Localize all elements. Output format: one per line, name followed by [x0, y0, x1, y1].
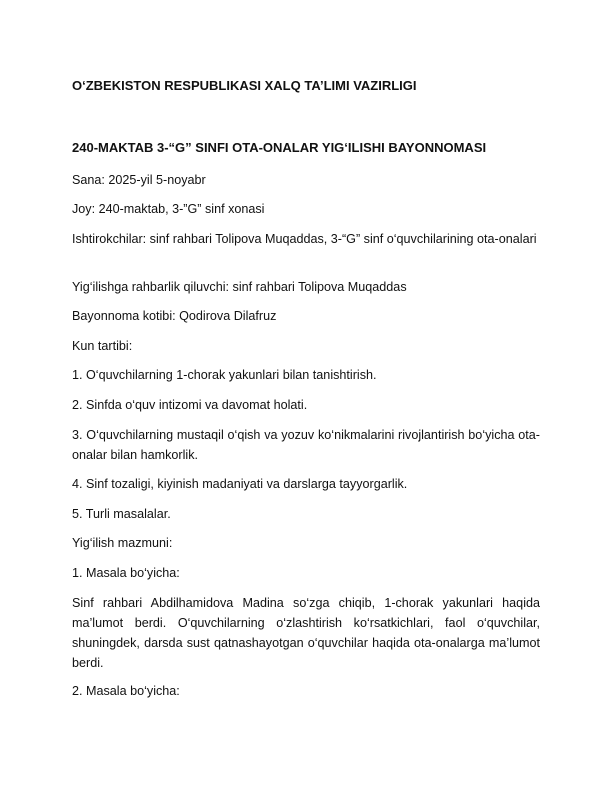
agenda-item: 3. O‘quvchilarning mustaqil o‘qish va yozuv ko‘nikmalarini rivojlantirish bo‘yicha ota-onalar bilan hamkorlik.	[72, 428, 540, 462]
meeting-chair: Yig‘ilishga rahbarlik qiluvchi: sinf rahbari Tolipova Muqaddas	[72, 280, 407, 294]
meeting-place: Joy: 240-maktab, 3-”G” sinf xonasi	[72, 202, 265, 216]
content-heading: Yig‘ilish mazmuni:	[72, 536, 173, 550]
attendees-text: Ishtirokchilar: sinf rahbari Tolipova Muqaddas, 3-“G” sinf o‘quvchilarining ota-onalari	[72, 232, 537, 246]
item2-heading: 2. Masala bo‘yicha:	[72, 684, 180, 698]
meeting-secretary: Bayonnoma kotibi: Qodirova Dilafruz	[72, 309, 277, 323]
agenda-item: 5. Turli masalalar.	[72, 507, 171, 521]
agenda-item: 1. O‘quvchilarning 1-chorak yakunlari bilan tanishtirish.	[72, 368, 377, 382]
agenda-item: 2. Sinfda o‘quv intizomi va davomat holati.	[72, 398, 308, 412]
agenda-heading: Kun tartibi:	[72, 339, 133, 353]
meeting-date: Sana: 2025-yil 5-noyabr	[72, 173, 206, 187]
item1-text: Sinf rahbari Abdilhamidova Madina so‘zga chiqib, 1-chorak yakunlari haqida ma’lumot berdi. O‘quvchilarning o‘zlashtirish ko‘rsatkichlari, faol o‘quvchilar, shuningdek, darsda sust qatnashayotgan o‘quvchilar haqida ota-onalarga ma’lumot berdi.	[72, 596, 540, 670]
item1-heading: 1. Masala bo‘yicha:	[72, 566, 180, 580]
agenda-item: 4. Sinf tozaligi, kiyinish madaniyati va darslarga tayyorgarlik.	[72, 477, 408, 491]
ministry-heading: O‘ZBEKISTON RESPUBLIKASI XALQ TA’LIMI VAZIRLIGI	[72, 78, 417, 93]
document-title: 240-MAKTAB 3-“G” SINFI OTA-ONALAR YIG‘ILISHI BAYONNOMASI	[72, 140, 487, 155]
